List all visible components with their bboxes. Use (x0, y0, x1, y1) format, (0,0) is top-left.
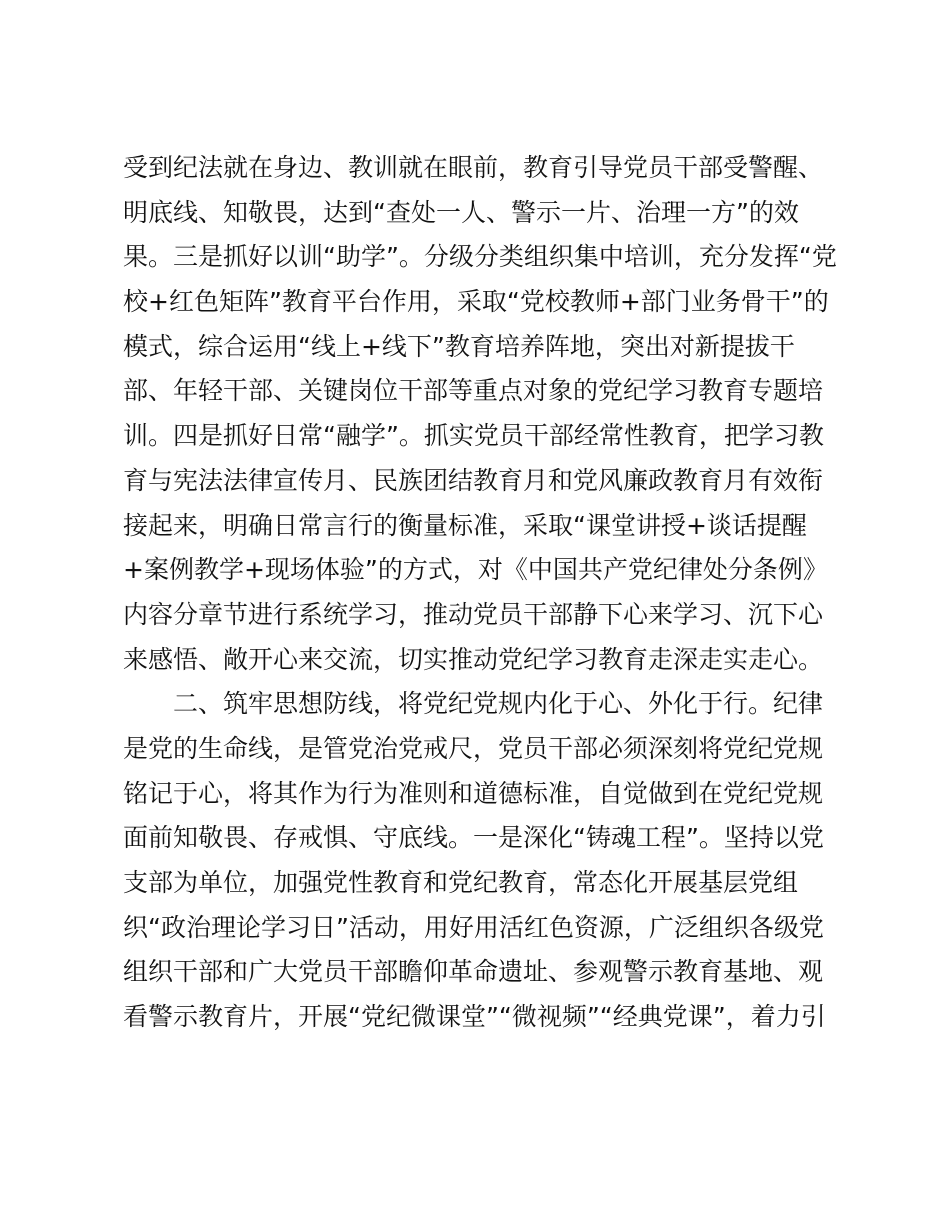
text-line: 铭记于心，将其作为行为准则和道德标准，自觉做到在党纪党规 (123, 778, 824, 808)
text-line: 来感悟、敞开心来交流，切实推动党纪学习教育走深走实走心。 (123, 644, 824, 674)
text-line: 校+红色矩阵”教育平台作用，采取“党校教师+部门业务骨干”的 (123, 287, 829, 317)
text-line: +案例教学+现场体验”的方式，对《中国共产党纪律处分条例》 (123, 555, 828, 585)
body-text (123, 146, 837, 1040)
text-line: 组织干部和广大党员干部瞻仰革命遗址、参观警示教育基地、观 (123, 957, 824, 987)
text-line: 明底线、知敬畏，达到“查处一人、警示一片、治理一方”的效 (123, 197, 799, 227)
text-line: 训。四是抓好日常“融学”。抓实党员干部经常性教育，把学习教 (123, 421, 824, 451)
text-line: 是党的生命线，是管党治党戒尺，党员干部必须深刻将党纪党规 (123, 733, 824, 763)
text-line: 织“政治理论学习日”活动，用好用活红色资源，广泛组织各级党 (123, 912, 824, 942)
text-line: 受到纪法就在身边、教训就在眼前，教育引导党员干部受警醒、 (123, 153, 824, 182)
text-line: 支部为单位，加强党性教育和党纪教育，常态化开展基层党组 (123, 868, 799, 897)
text-line: 接起来，明确日常言行的衡量标准，采取“课堂讲授+谈话提醒 (123, 510, 807, 540)
section-heading-line: 二、筑牢思想防线，将党纪党规内化于心、外化于行。纪律 (173, 689, 824, 719)
text-line: 果。三是抓好以训“助学”。分级分类组织集中培训，充分发挥“党 (123, 242, 837, 272)
text-line: 育与宪法法律宣传月、民族团结教育月和党风廉政教育月有效衔 (123, 465, 824, 495)
text-line: 面前知敬畏、存戒惧、守底线。一是深化“铸魂工程”。坚持以党 (123, 823, 824, 853)
text-line: 模式，综合运用“线上+线下”教育培养阵地，突出对新提拔干 (123, 331, 795, 361)
text-line: 看警示教育片，开展“党纪微课堂”“微视频”“经典党课”，着力引 (123, 1002, 826, 1032)
text-line: 部、年轻干部、关键岗位干部等重点对象的党纪学习教育专题培 (123, 376, 824, 406)
text-line: 内容分章节进行系统学习，推动党员干部静下心来学习、沉下心 (123, 599, 824, 629)
